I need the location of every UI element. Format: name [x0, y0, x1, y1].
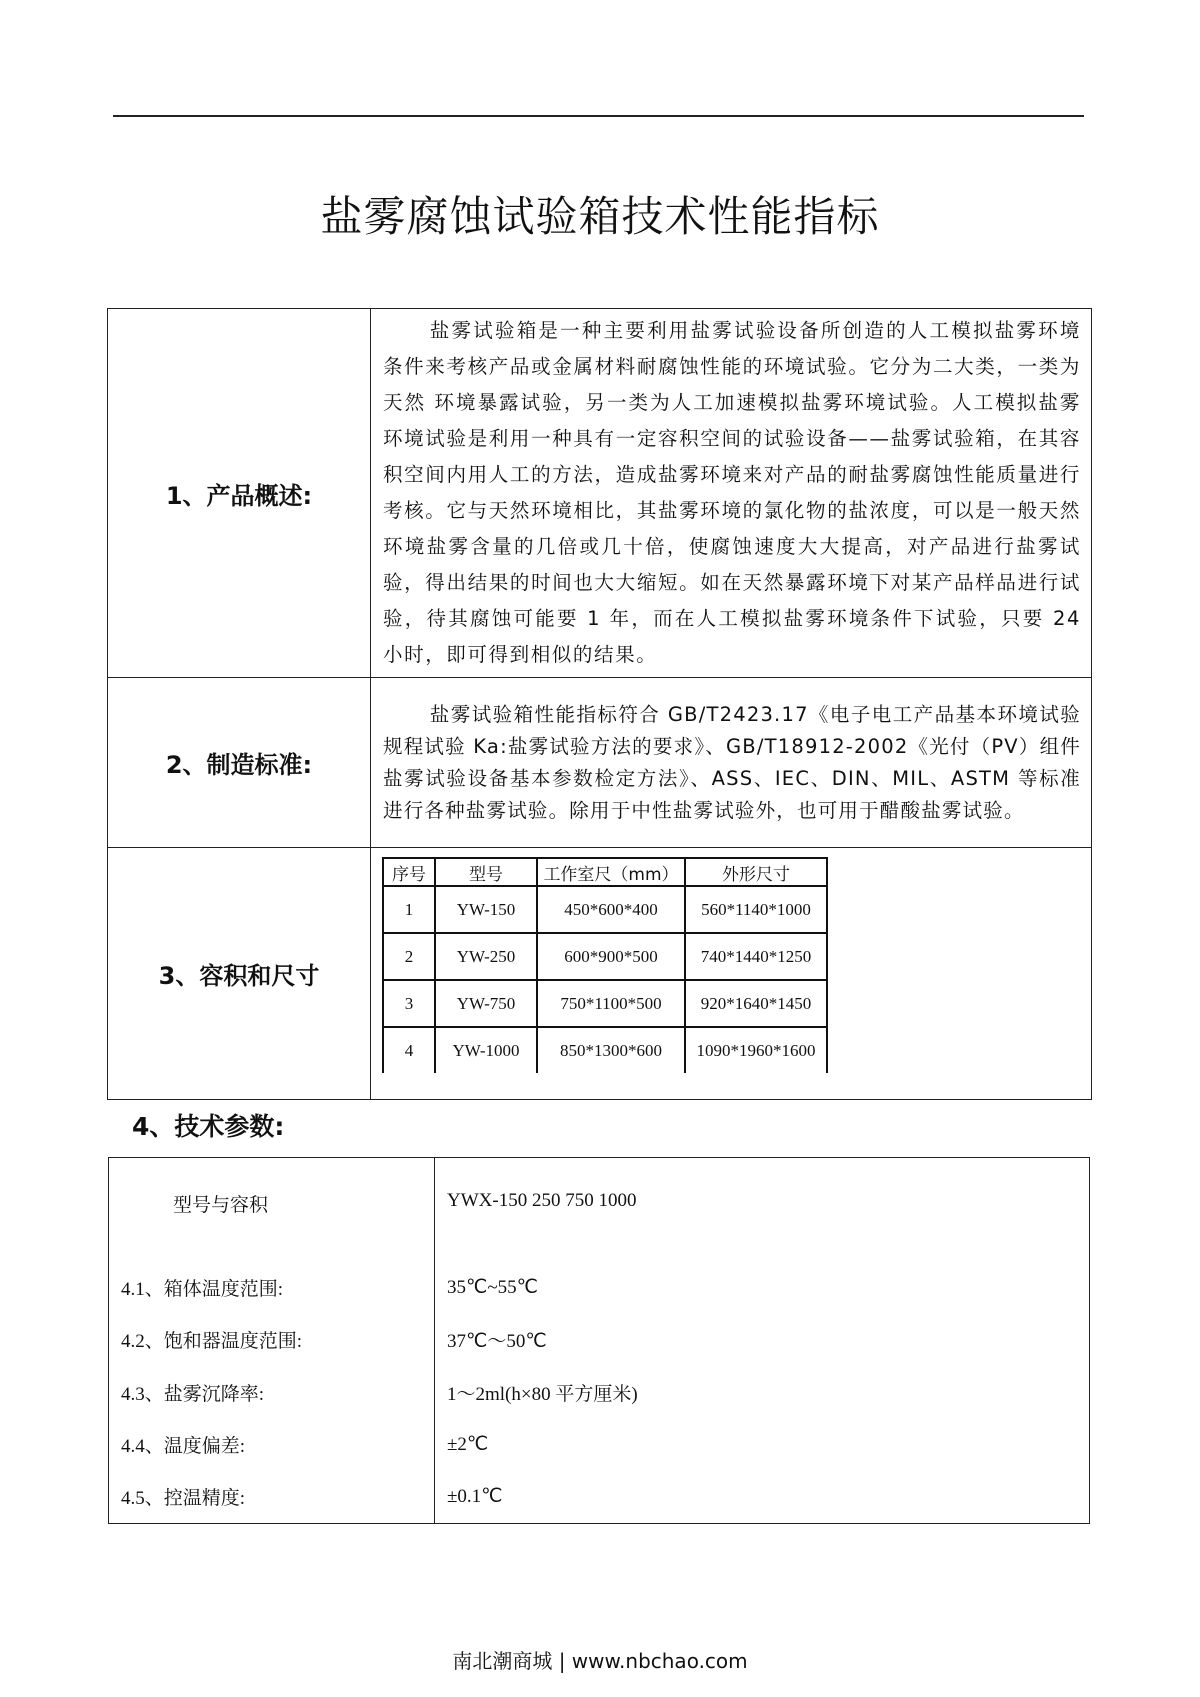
param-label: 4.3、盐雾沉降率:: [109, 1366, 435, 1418]
cell: 920*1640*1450: [685, 980, 827, 1027]
page-title: 盐雾腐蚀试验箱技术性能指标: [320, 192, 880, 241]
params-row: [109, 1366, 1090, 1418]
param-value: 35℃~55℃: [435, 1262, 1090, 1314]
footer-link[interactable]: 南北潮商城 | www.nbchao.com: [452, 1649, 748, 1673]
standard-label: 2、制造标准:: [108, 678, 371, 848]
cell: YW-150: [435, 886, 537, 933]
cell: 1: [383, 886, 435, 933]
header-cell: 工作室尺（mm）: [537, 858, 685, 886]
size-row: [383, 886, 827, 933]
cell: 740*1440*1250: [685, 933, 827, 980]
size-header-row: [383, 858, 827, 886]
header-rule: [113, 115, 1084, 117]
cell: 450*600*400: [537, 886, 685, 933]
param-label: 4.2、饱和器温度范围:: [109, 1314, 435, 1366]
size-cell: [371, 848, 1092, 1100]
params-row: [109, 1158, 1090, 1262]
standard-text: 盐雾试验箱性能指标符合 GB/T2423.17《电子电工产品基本环境试验规程试验 Ka:盐雾试验方法的要求》、GB/T18912-2002《光付（PV）组件盐雾试验设备基本参数检定方法》、ASS、IEC、DIN、MIL、ASTM 等标准进行各种盐雾试验。除用于中性盐雾试验外，也可用于醋酸盐雾试验。: [371, 678, 1092, 848]
table-row: [108, 848, 1092, 1100]
model-label: 型号与容积: [109, 1158, 435, 1262]
header-cell: 序号: [383, 858, 435, 886]
param-value: ±2℃: [435, 1418, 1090, 1470]
param-value: ±0.1℃: [435, 1470, 1090, 1523]
overview-label: 1、产品概述:: [108, 309, 371, 678]
cell: 560*1140*1000: [685, 886, 827, 933]
param-value: 1～2ml(h×80 平方厘米): [435, 1366, 1090, 1418]
params-table: [108, 1157, 1090, 1524]
params-row: [109, 1470, 1090, 1523]
cell: 600*900*500: [537, 933, 685, 980]
table-row: [108, 309, 1092, 678]
cell: 1090*1960*1600: [685, 1027, 827, 1073]
cell: 850*1300*600: [537, 1027, 685, 1073]
overview-text: 盐雾试验箱是一种主要利用盐雾试验设备所创造的人工模拟盐雾环境条件来考核产品或金属材料耐腐蚀性能的环境试验。它分为二大类，一类为天然 环境暴露试验，另一类为人工加速模拟盐雾环境试验。人工模拟盐雾环境试验是利用一种具有一定容积空间的试验设备——盐雾试验箱，在其容积空间内用人工的方法，造成盐雾环境来对产品的耐盐雾腐蚀性能质量进行考核。它与天然环境相比，其盐雾环境的氯化物的盐浓度，可以是一般天然环境盐雾含量的几倍或几十倍，使腐蚀速度大大提高，对产品进行盐雾试验，得出结果的时间也大大缩短。如在天然暴露环境下对某产品样品进行试验，待其腐蚀可能要 1 年，而在人工模拟盐雾环境条件下试验，只要 24 小时，即可得到相似的结果。: [371, 309, 1092, 678]
cell: 3: [383, 980, 435, 1027]
cell: 2: [383, 933, 435, 980]
size-table: [382, 857, 828, 1073]
model-value: YWX-150 250 750 1000: [435, 1158, 1090, 1262]
params-row: [109, 1418, 1090, 1470]
size-row: [383, 980, 827, 1027]
size-row: [383, 933, 827, 980]
cell: YW-250: [435, 933, 537, 980]
param-label: 4.1、箱体温度范围:: [109, 1262, 435, 1314]
params-row: [109, 1314, 1090, 1366]
header-cell: 外形尺寸: [685, 858, 827, 886]
spec-table: [107, 308, 1092, 1100]
cell: YW-750: [435, 980, 537, 1027]
cell: YW-1000: [435, 1027, 537, 1073]
header-cell: 型号: [435, 858, 537, 886]
params-row: [109, 1262, 1090, 1314]
cell: 750*1100*500: [537, 980, 685, 1027]
table-row: [108, 678, 1092, 848]
param-label: 4.4、温度偏差:: [109, 1418, 435, 1470]
param-value: 37℃～50℃: [435, 1314, 1090, 1366]
size-label: 3、容积和尺寸: [108, 848, 371, 1100]
param-label: 4.5、控温精度:: [109, 1470, 435, 1523]
size-row: [383, 1027, 827, 1073]
cell: 4: [383, 1027, 435, 1073]
params-heading: 4、技术参数:: [132, 1112, 285, 1141]
